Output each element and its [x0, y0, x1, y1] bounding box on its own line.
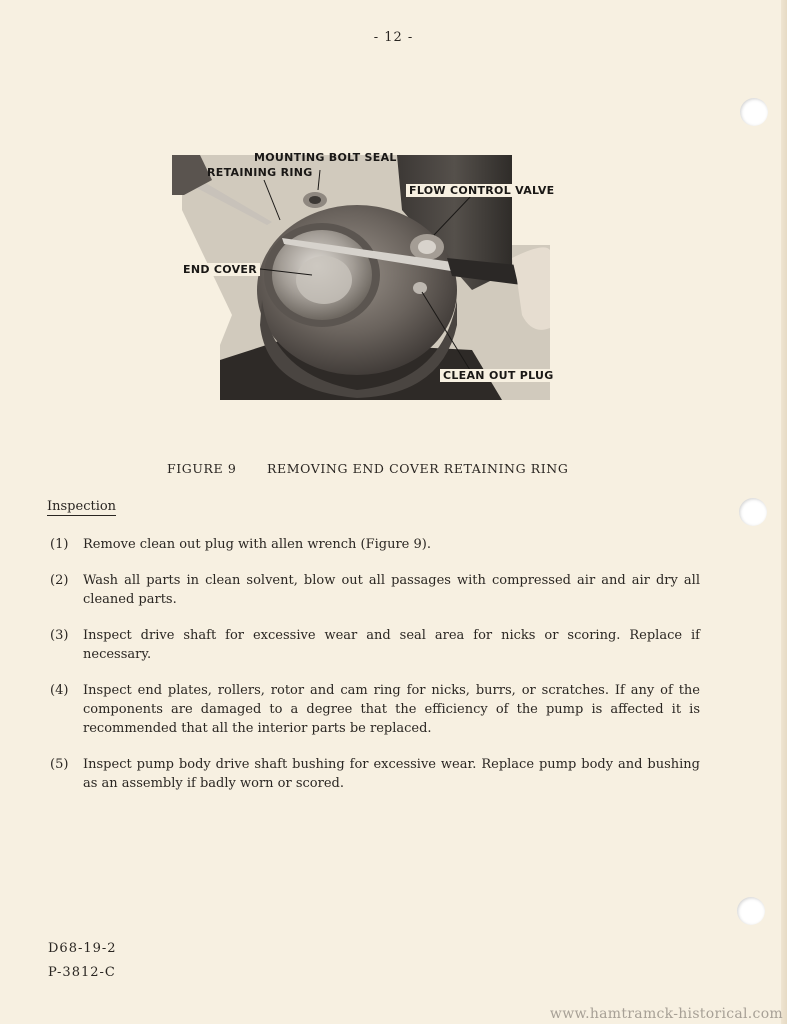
- figure-caption: [167, 461, 568, 476]
- callout-retaining-ring: RETAINING RING: [207, 166, 313, 179]
- step-number: (5): [50, 757, 69, 772]
- inspection-step: [50, 571, 700, 609]
- page-edge: [781, 0, 787, 1024]
- punch-hole: [737, 897, 765, 925]
- inspection-step: [50, 535, 700, 554]
- step-text: Inspect drive shaft for excessive wear and seal area for nicks or scoring. Replace if necessary.: [83, 628, 700, 662]
- figure-title: REMOVING END COVER RETAINING RING: [267, 461, 569, 476]
- section-heading-inspection: Inspection: [47, 499, 117, 514]
- step-text: Inspect pump body drive shaft bushing for excessive wear. Replace pump body and bushing as an assembly if badly worn or scored.: [83, 757, 700, 791]
- watermark: www.hamtramck-historical.com: [549, 1006, 783, 1022]
- part-code: P-3812-C: [48, 965, 116, 980]
- step-number: (3): [50, 628, 69, 643]
- document-code: D68-19-2: [48, 941, 117, 956]
- callout-mounting-bolt-seal: MOUNTING BOLT SEAL: [254, 151, 397, 164]
- inspection-step: [50, 681, 700, 738]
- callout-flow-control-valve: FLOW CONTROL VALVE: [406, 184, 557, 197]
- inspection-step: [50, 755, 700, 793]
- step-number: (2): [50, 573, 69, 588]
- page-number: - 12 -: [373, 30, 414, 45]
- figure-number: FIGURE 9: [167, 461, 237, 476]
- callout-clean-out-plug: CLEAN OUT PLUG: [440, 369, 557, 382]
- step-text: Remove clean out plug with allen wrench (Figure 9).: [83, 537, 431, 552]
- step-number: (1): [50, 537, 69, 552]
- inspection-step: [50, 626, 700, 664]
- punch-hole: [740, 98, 768, 126]
- inspection-steps: [50, 535, 700, 810]
- callout-end-cover: END COVER: [180, 263, 260, 276]
- step-number: (4): [50, 683, 69, 698]
- step-text: Inspect end plates, rollers, rotor and cam ring for nicks, burrs, or scratches. If any of the components are damaged to a degree that the efficiency of the pump is affected it is recommended that all the interior parts be replaced.: [83, 683, 700, 736]
- step-text: Wash all parts in clean solvent, blow out all passages with compressed air and air dry all cleaned parts.: [83, 573, 700, 607]
- punch-hole: [739, 498, 767, 526]
